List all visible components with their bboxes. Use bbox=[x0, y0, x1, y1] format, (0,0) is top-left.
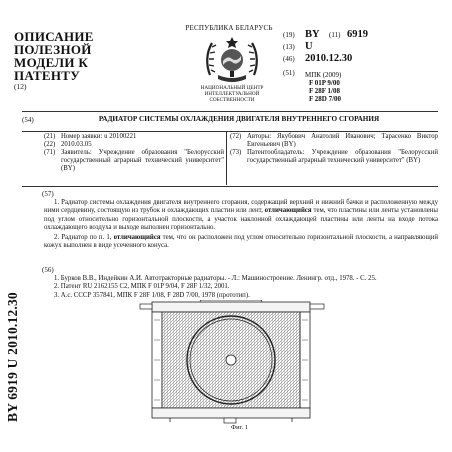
claim-2 bbox=[44, 234, 438, 251]
bibliographic-meta bbox=[283, 29, 448, 103]
claim-1 bbox=[44, 199, 438, 233]
code-11: (11) bbox=[329, 31, 341, 39]
divider bbox=[22, 111, 438, 112]
side-stamp bbox=[2, 292, 28, 450]
code-56: (56) bbox=[42, 266, 54, 274]
radiator-drawing bbox=[130, 300, 335, 424]
field-code: (22) bbox=[44, 141, 56, 148]
patent-office-block bbox=[177, 24, 287, 103]
claim-text: 2. Радиатор по п. 1, bbox=[54, 233, 114, 241]
state-emblem-icon bbox=[204, 35, 260, 83]
claim-keyword: отличающийся bbox=[264, 207, 312, 215]
publication-date: 2010.12.30 bbox=[305, 53, 353, 64]
title-line: ПАТЕНТУ bbox=[14, 68, 81, 83]
claim-text: 1. Радиатор системы охлаждения двигателя внутреннего сгорания, содержащий верхний и нижний бачки и расположенную между ними сердцевину, состоящую из трубок и охлаждающих пластин или лент, bbox=[44, 199, 438, 215]
kind-code: U bbox=[305, 41, 313, 52]
field-text: Заявитель: Учреждение образования "Белорусский государственный аграрный технический университет" (BY) bbox=[61, 149, 224, 172]
patent-holder-field bbox=[230, 149, 438, 165]
claim-text: тем, что пластины или ленты установлены под углом относительно горизонтальной плоскости, а участок наклонной охлаждающей пластины или ленты на входе потока охлаждающего воздуха и выходе выполнен горизонтально. bbox=[44, 207, 438, 232]
ipc-label: МПК (2009) bbox=[305, 71, 342, 79]
country-code: BY bbox=[305, 29, 320, 40]
date-row bbox=[283, 53, 448, 65]
title-line: ПОЛЕЗНОЙ bbox=[14, 42, 92, 57]
field-code: (71) bbox=[44, 149, 56, 156]
office-name: НАЦИОНАЛЬНЫЙ ЦЕНТР ИНТЕЛЛЕКТУАЛЬНОЙ СОБСТВЕННОСТИ bbox=[200, 85, 264, 103]
code-12: (12) bbox=[14, 82, 27, 91]
ipc-class: F 28D 7/00 bbox=[309, 95, 342, 103]
field-text: Номер заявки: u 20100221 bbox=[61, 133, 137, 140]
figure-caption: Фиг. 1 bbox=[231, 424, 249, 431]
kind-row bbox=[283, 41, 448, 53]
field-code: (21) bbox=[44, 133, 56, 140]
code-13: (13) bbox=[283, 43, 295, 51]
biblio-right-column bbox=[230, 133, 438, 165]
side-stamp-text: BY 6919 U 2010.12.30 bbox=[5, 292, 20, 422]
title-line: МОДЕЛИ К bbox=[14, 55, 89, 70]
column-divider bbox=[226, 131, 227, 185]
title-line: ОПИСАНИЕ bbox=[14, 29, 94, 44]
field-text: Авторы: Якубович Анатолий Иванович; Тарасенко Виктор Евгеньевич (BY) bbox=[247, 133, 438, 148]
divider bbox=[22, 131, 438, 132]
country-number-row bbox=[283, 29, 448, 41]
references bbox=[44, 275, 438, 300]
claims bbox=[44, 199, 438, 250]
biblio-left-column bbox=[44, 133, 224, 173]
code-46: (46) bbox=[283, 55, 295, 63]
divider bbox=[22, 186, 438, 187]
ipc-class: F 28F 1/08 bbox=[309, 87, 340, 95]
reference-item: 2. Патент RU 2162155 С2, МПК F 01P 9/04, F 28F 1/32, 2001. bbox=[54, 283, 230, 291]
authors-field bbox=[230, 133, 438, 149]
field-code: (73) bbox=[230, 149, 242, 156]
application-number-field bbox=[44, 133, 224, 141]
field-text: 2010.03.05 bbox=[61, 141, 92, 148]
code-19: (19) bbox=[283, 31, 295, 39]
code-54: (54) bbox=[22, 116, 34, 124]
patent-number: 6919 bbox=[347, 29, 368, 40]
field-code: (72) bbox=[230, 133, 242, 140]
applicant-field bbox=[44, 149, 224, 173]
field-text: Патентообладатель: Учреждение образования "Белорусский государственный аграрный технический университет" (BY) bbox=[247, 149, 438, 164]
filing-date-field bbox=[44, 141, 224, 149]
country-name: РЕСПУБЛИКА БЕЛАРУСЬ bbox=[185, 24, 273, 32]
invention-title-text: РАДИАТОР СИСТЕМЫ ОХЛАЖДЕНИЯ ДВИГАТЕЛЯ ВНУТРЕННЕГО СГОРАНИЯ bbox=[98, 115, 380, 123]
code-57: (57) bbox=[42, 190, 54, 198]
claim-text: тем, что он расположен под углом относительно горизонтальной плоскости, а направляющий кожух выполнен в виде усеченного конуса. bbox=[44, 233, 438, 250]
reference-item: 1. Бурков В.В., Индейкин А.И. Автотракторные радиаторы. - Л.: Машиностроение. Ленингр. отд., 1978. - С. 25. bbox=[54, 275, 377, 282]
document-type-title bbox=[14, 30, 144, 82]
reference-item: 3. А.с. СССР 357841, МПК F 28F 1/08, F 28D 7/00, 1978 (прототип). bbox=[54, 291, 250, 299]
ipc-block bbox=[305, 71, 341, 103]
ipc-class: F 01P 9/00 bbox=[309, 79, 340, 87]
claim-keyword: отличающийся bbox=[113, 233, 161, 241]
code-51: (51) bbox=[283, 69, 295, 77]
